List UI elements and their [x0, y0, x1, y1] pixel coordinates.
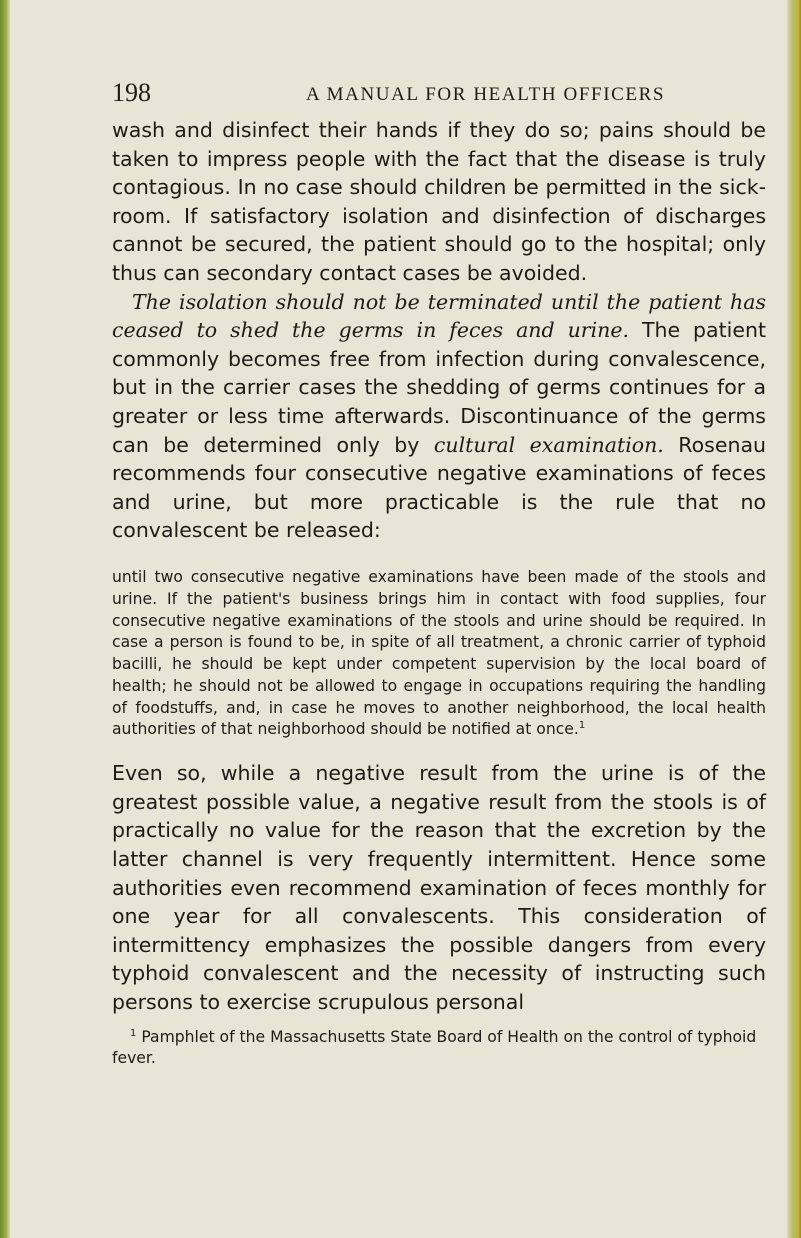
book-page — [112, 78, 766, 1086]
paragraph-2-text-a: The patient commonly becomes free from infection during convalescence, but in the carrier cases the shedding of germs continues for a greater or less time afterwards. Discontinuance of the germs can be determined only by — [112, 318, 766, 457]
page-number: 198 — [112, 78, 151, 107]
binding-edge-right — [787, 0, 801, 1238]
footnote — [112, 1027, 766, 1071]
paragraph-3-text: Even so, while a negative result from the urine is of the greatest possible value, a negative result from the stools is of practically no value for the reason that the excretion by the latter channel is very frequently intermittent. Hence some authorities even recommend examination of feces monthly for one year for all convalescents. This consideration of intermittency emphasizes the possible dangers from every typhoid convalescent and the necessity of instructing such persons to exercise scrupulous personal — [112, 761, 766, 1015]
binding-edge-left — [0, 0, 10, 1238]
footnote-text: Pamphlet of the Massachusetts State Board of Health on the control of typhoid fever. — [112, 1027, 757, 1068]
paragraph-hand-washing — [112, 116, 766, 288]
paragraph-2-text-b: Rosenau recommends four consecutive negative examinations of feces and urine, but more practicable is the rule that no convalescent be released: — [112, 432, 766, 543]
paragraph-negative-result — [112, 759, 766, 1016]
page-header — [112, 78, 766, 112]
footnote-reference: 1 — [578, 720, 586, 732]
italic-term: cultural examination. — [433, 432, 664, 457]
block-quote — [112, 567, 766, 741]
italic-lead-sentence: The isolation should not be terminated until the patient has ceased to shed the germs in feces and urine. — [112, 289, 766, 343]
paragraph-isolation — [112, 288, 766, 545]
footnote-marker: 1 — [130, 1027, 137, 1039]
paragraph-1-text: wash and disinfect their hands if they do so; pains should be taken to impress people with the fact that the disease is truly contagious. In no case should children be permitted in the sick-room. If satisfactory isolation and disinfection of discharges cannot be secured, the patient should go to the hospital; only thus can secondary contact cases be avoided. — [112, 118, 766, 285]
running-head: A MANUAL FOR HEALTH OFFICERS — [306, 84, 666, 105]
quote-text: until two consecutive negative examinations have been made of the stools and urine. If the patient's business brings him in contact with food supplies, four consecutive negative examinations of the stools and urine should be required. In case a person is found to be, in spite of all treatment, a chronic carrier of typhoid bacilli, he should be kept under competent supervision by the local board of health; he should not be allowed to engage in occupations requiring the handling of foodstuffs, and, in case he moves to another neighborhood, the local health authorities of that neighborhood should be notified at once. — [112, 567, 766, 739]
